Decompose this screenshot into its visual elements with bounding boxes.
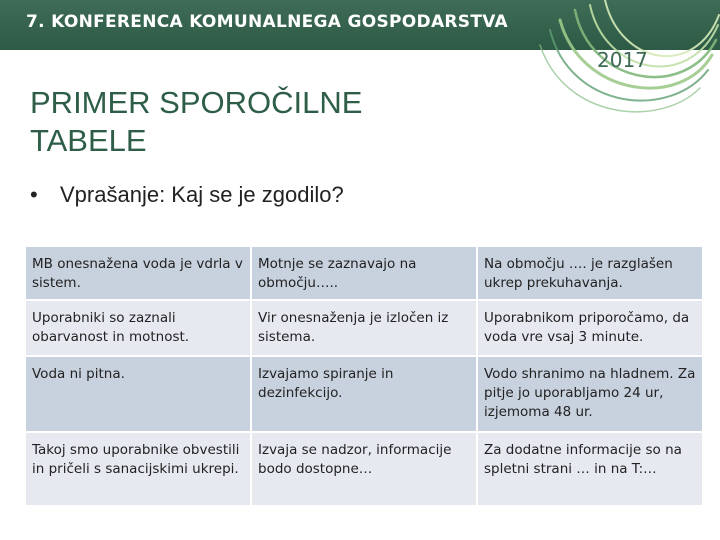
table-row <box>25 246 703 300</box>
table-cell: Izvajamo spiranje in dezinfekcijo. <box>251 356 477 432</box>
table-row <box>25 356 703 432</box>
conference-title: 7. KONFERENCA KOMUNALNEGA GOSPODARSTVA <box>26 12 508 32</box>
table-row <box>25 432 703 506</box>
message-table <box>24 245 704 507</box>
table-cell: Motnje se zaznavajo na območju….. <box>251 246 477 300</box>
table-cell: Vir onesnaženja je izločen iz sistema. <box>251 300 477 356</box>
slide-title <box>30 84 362 160</box>
bullet-text: Vprašanje: Kaj se je zgodilo? <box>60 182 344 207</box>
year-label: 2017 <box>597 48 648 72</box>
table-row <box>25 300 703 356</box>
slide-title-line-2: TABELE <box>30 123 147 158</box>
table-cell: Izvaja se nadzor, informacije bodo dostopne… <box>251 432 477 506</box>
table-cell: Takoj smo uporabnike obvestili in pričeli s sanacijskimi ukrepi. <box>25 432 251 506</box>
table-cell: Uporabniki so zaznali obarvanost in motnost. <box>25 300 251 356</box>
table-cell: MB onesnažena voda je vdrla v sistem. <box>25 246 251 300</box>
table-cell: Vodo shranimo na hladnem. Za pitje jo uporabljamo 24 ur, izjemoma 48 ur. <box>477 356 703 432</box>
bullet-icon: • <box>30 182 38 207</box>
bullet-question <box>30 182 344 208</box>
table-cell: Voda ni pitna. <box>25 356 251 432</box>
table-cell: Za dodatne informacije so na spletni strani … in na T:… <box>477 432 703 506</box>
table-cell: Na območju …. je razglašen ukrep prekuhavanja. <box>477 246 703 300</box>
slide-title-line-1: PRIMER SPOROČILNE <box>30 85 363 120</box>
table-cell: Uporabnikom priporočamo, da voda vre vsaj 3 minute. <box>477 300 703 356</box>
